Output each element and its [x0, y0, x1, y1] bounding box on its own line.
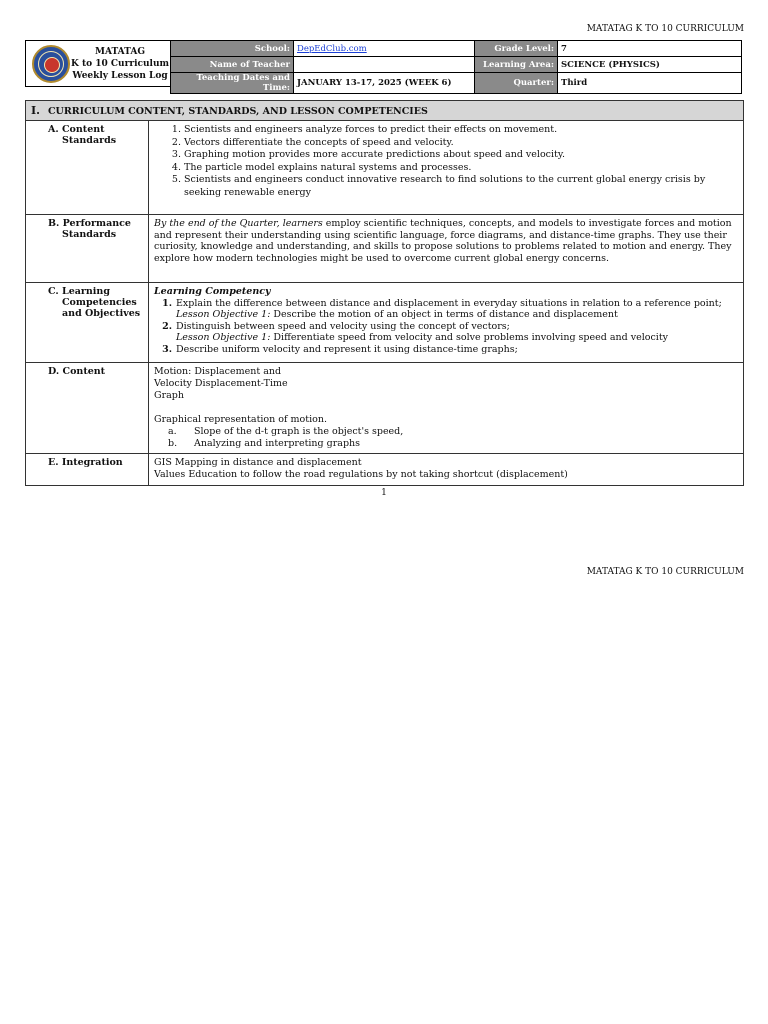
- competency-1: 1. Explain the difference between distance and displacement in everyday situations in relation to a reference point;: [162, 297, 722, 309]
- content-text: Motion: Displacement and Velocity Displacement-Time Graph Graphical representation of motion. a. Slope of the d-t graph is the object's speed, b. Analyzing and interpreting graphs: [149, 363, 744, 454]
- integration-label: E. Integration: [26, 454, 149, 486]
- content-label: D. Content: [26, 363, 149, 454]
- competency-2: 2. Distinguish between speed and velocity using the concept of vectors;: [162, 320, 510, 332]
- deped-seal-icon: [32, 45, 70, 83]
- page-number: 1: [381, 488, 387, 498]
- school-label: School:: [171, 41, 294, 57]
- curriculum-header: MATATAG K TO 10 CURRICULUM: [586, 24, 744, 34]
- competency-heading: Learning Competency: [154, 286, 271, 297]
- learning-competencies-label: C. Learning Competencies and Objectives: [26, 283, 149, 363]
- integration-text: GIS Mapping in distance and displacement Values Education to follow the road regulations by not taking shortcut (displacement): [149, 454, 744, 486]
- dates-value: JANUARY 13-17, 2025 (WEEK 6): [294, 73, 475, 94]
- objective-1: Lesson Objective 1: Describe the motion of an object in terms of distance and displacement: [176, 309, 618, 321]
- section-heading: I. CURRICULUM CONTENT, STANDARDS, AND LESSON COMPETENCIES: [26, 101, 744, 121]
- performance-standards-label: B. Performance Standards: [26, 215, 149, 283]
- lesson-log-header: [25, 40, 742, 93]
- list-item: 4. The particle model explains natural systems and processes.: [184, 162, 738, 175]
- grade-label: Grade Level:: [475, 41, 558, 57]
- school-value: [294, 41, 475, 57]
- list-item: 3. Graphing motion provides more accurate predictions about speed and velocity.: [184, 149, 738, 162]
- quarter-value: Third: [558, 73, 742, 94]
- performance-standards-text: By the end of the Quarter, learners employ scientific techniques, concepts, and models to investigate forces and motion and represent their understanding using scientific language, force diagrams, and distance-time graphs. They use their curiosity, knowledge and understanding, and skills to propose solutions to problems related to motion and energy. They explore how modern technologies might be used to overcome current global energy concerns.: [149, 215, 744, 283]
- logo-block: [25, 40, 170, 87]
- info-table: [170, 40, 742, 94]
- list-item: a. Slope of the d-t graph is the object's speed,: [168, 426, 404, 437]
- list-item: b. Analyzing and interpreting graphs: [168, 438, 361, 449]
- area-value: SCIENCE (PHYSICS): [558, 57, 742, 73]
- learning-competencies-list: [149, 283, 744, 363]
- competency-3: 3. Describe uniform velocity and represent it using distance-time graphs;: [162, 343, 518, 355]
- curriculum-header-page-2: MATATAG K TO 10 CURRICULUM: [586, 567, 744, 577]
- area-label: Learning Area:: [475, 57, 558, 73]
- quarter-label: Quarter:: [475, 73, 558, 94]
- teacher-value: [294, 57, 475, 73]
- school-link[interactable]: DepEdClub.com: [297, 43, 367, 54]
- grade-value: 7: [558, 41, 742, 57]
- log-title: MATATAG K to 10 Curriculum Weekly Lesson Log: [70, 46, 170, 81]
- teacher-label: Name of Teacher: [171, 57, 294, 73]
- objective-2: Lesson Objective 1: Differentiate speed from velocity and solve problems involving speed and velocity: [176, 332, 669, 344]
- content-standards-list: [149, 121, 744, 215]
- dates-label: Teaching Dates and Time:: [171, 73, 294, 94]
- list-item: 2. Vectors differentiate the concepts of speed and velocity.: [184, 137, 738, 150]
- curriculum-table: [25, 100, 744, 486]
- list-item: 1. Scientists and engineers analyze forces to predict their effects on movement.: [184, 124, 738, 137]
- list-item: 5. Scientists and engineers conduct innovative research to find solutions to the current global energy crisis by seeking renewable energy: [184, 174, 738, 199]
- content-standards-label: A. Content Standards: [26, 121, 149, 215]
